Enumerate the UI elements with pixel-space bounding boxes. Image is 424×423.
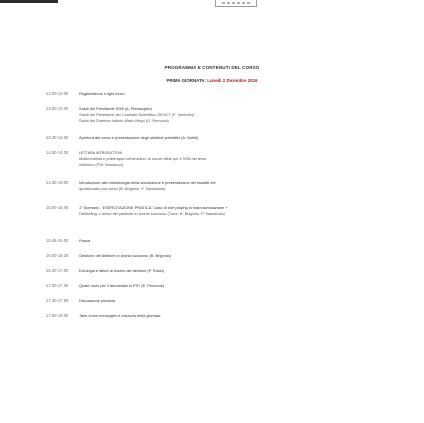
session-title: Take home messages e chiusura della giornata — [79, 313, 161, 318]
time-slot: 17.00-17.30 — [46, 283, 69, 288]
time-slot: 15.00-15.45 — [46, 205, 69, 210]
session-title: Discussione plenaria — [79, 298, 115, 303]
top-left-bar — [0, 0, 58, 3]
session-line: questionario pre-corso (B. Brignolo, P. Santalucia) — [79, 186, 165, 191]
time-slot: 16.00-16.30 — [46, 253, 69, 258]
program-title: PROGRAMMA E CONTENUTI DEL CORSO — [164, 65, 260, 70]
time-slot: 16.30-17.00 — [46, 268, 69, 273]
time-slot: 17.30-17.50 — [46, 298, 69, 303]
session-title: Pausa — [79, 238, 91, 243]
session-line: Saluti del Presidente del Comitato Scientifico SIFACT (F. Venturini) — [79, 112, 194, 117]
time-slot: 12.00-13.00 — [46, 91, 69, 96]
time-slot: 15.45-16.00 — [46, 238, 69, 243]
day-heading — [0, 78, 424, 83]
session-line: Introduzione alla metodologia della simulazione e presentazione dei risultati del — [79, 180, 216, 185]
session-title: Gestione del delirium in pronto soccorso (B. Brignolo) — [79, 253, 172, 258]
session-title: Eziologia e fattori di rischio del delirium (P. Rossi) — [79, 268, 164, 273]
session-line: Saluti del Direttore Istituto Mario Negri (G. Remuzzi) — [79, 118, 169, 123]
session-title: Apertura del corso e presentazione degli obiettivi scientifici (A. Nobili) — [79, 135, 199, 140]
session-line: millennio (P.M. Mannucci) — [79, 162, 124, 167]
session-line: Saluti del Presidente SIMI (A. Pietrangelo) — [79, 106, 152, 111]
day-label: PRIMA GIORNATA: — [166, 78, 206, 83]
session-title: LETTURA INTRODUTTIVA — [79, 151, 123, 155]
session-line: 1° Scenario - ESERCITAZIONE PRATICA: Caso di role playing in macrosimulazione + — [79, 205, 228, 210]
time-slot: 13.00-13.30 — [46, 106, 69, 111]
session-title: Quale ruolo per il farmacista in PS? (E. Pennone) — [79, 283, 165, 288]
time-slot: 14.00-14.30 — [46, 150, 69, 155]
session-line: Multimorbilità e politerapia nell'anziano: le nuove sfide per il SSN del terzo — [79, 156, 207, 161]
time-slot: 13.30-14.00 — [46, 135, 69, 140]
day-date: Lunedì 2 Dicembre 2019 — [207, 78, 258, 83]
time-slot: 14.30-15.00 — [46, 180, 69, 185]
session-title: Registrazione e light lunch — [79, 91, 125, 96]
session-line: Debriefing: L'arrivo del paziente in pronto soccorso (Tutor: B. Brignolo, P. Santalucia) — [79, 211, 225, 216]
header-logo — [215, 0, 257, 7]
time-slot: 17.50-18.00 — [46, 313, 69, 318]
